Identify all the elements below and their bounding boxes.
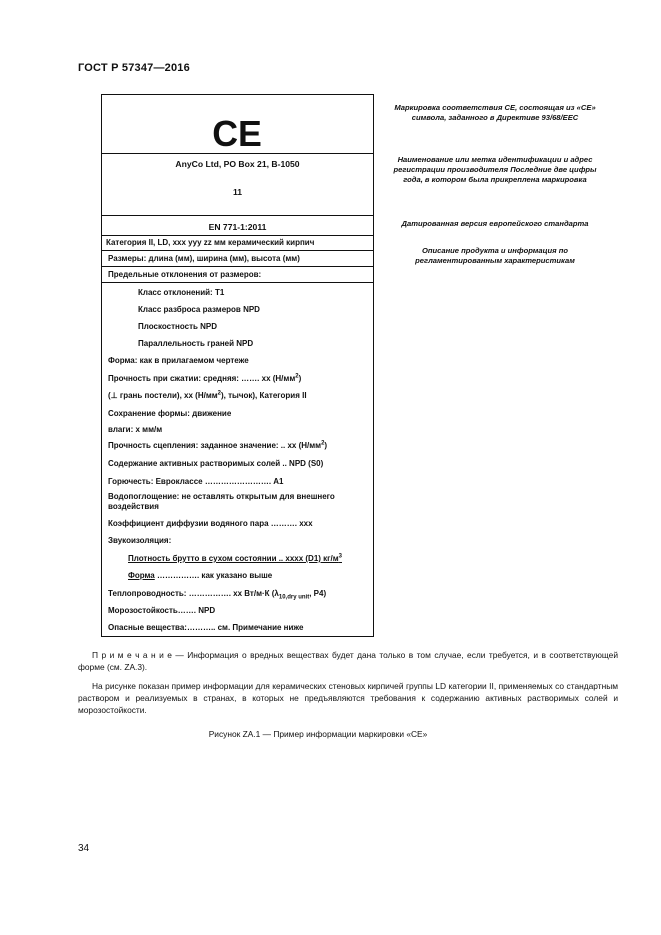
divider [102, 235, 373, 236]
divider [102, 250, 373, 251]
ce-mark-logo [102, 113, 373, 153]
standard-reference: EN 771-1:2011 [208, 222, 267, 232]
flatness: Плоскостность NPD [138, 322, 218, 331]
water-absorption: Водопоглощение: не оставлять открытым для внешнего воздействия [108, 492, 335, 511]
figure-caption: Рисунок ZA.1 — Пример информации маркировки «СЕ» [208, 729, 428, 739]
thermal-conductivity: Теплопроводность: ……………. xx Вт/м·К ($\lambda_{10,dry unit}$, P4) [108, 589, 327, 601]
dimension-tolerances: Предельные отклонения от размеров: [108, 270, 262, 279]
soluble-salts: Содержание активных растворимых солей .. NPD (S0) [108, 459, 324, 468]
compressive-strength-detail: (⊥ грань постели), xx $(Н/мм^2)$, тычок), Категория II [108, 390, 307, 400]
gross-dry-density: Плотность брутто в сухом состоянии .. xxxx (D1) $кг/м^3$ [128, 553, 342, 563]
size-range-class: Класс разброса размеров NPD [138, 305, 260, 314]
shape-note: Форма ……………. как указано выше [128, 571, 273, 580]
document-header: ГОСТ Р 57347—2016 [78, 62, 190, 74]
manufacturer-address: AnyCo Ltd, PO Box 21, B-1050 [175, 159, 300, 169]
moisture-movement: влаги: x мм/м [108, 425, 163, 434]
bond-strength: Прочность сцепления: заданное значение: .. xx $(Н/мм^2)$ [108, 440, 328, 450]
tolerance-class: Класс отклонений: Т1 [138, 288, 225, 297]
divider [102, 266, 373, 267]
shape-retention: Сохранение формы: движение [108, 409, 232, 418]
year-digits: 11 [232, 187, 243, 197]
divider [102, 282, 373, 283]
hazardous-substances: Опасные вещества:……….. см. Примечание ниже [108, 623, 304, 632]
annotation-standard-version: Датированная версия европейского стандарта [401, 219, 589, 228]
frost-resistance: Морозостойкость……. NPD [108, 606, 216, 615]
divider [102, 215, 373, 216]
annotation-product-description: Описание продукта и информация по регламентированным характеристикам [415, 246, 575, 266]
fire-reaction: Горючесть: Евроклассе ……………………. А1 [108, 477, 284, 486]
compressive-strength: Прочность при сжатии: средняя: ……. xx $(Н/мм^2)$ [108, 373, 302, 383]
ce-label-box [101, 94, 374, 637]
svg-text:CE: CE [212, 113, 262, 153]
annotation-manufacturer: Наименование или метка идентификации и адрес регистрации производителя Последние две цифры года, в котором была прикреплена маркировка [393, 155, 597, 185]
dimensions: Размеры: длина (мм), ширина (мм), высота (мм) [108, 254, 300, 263]
page-number: 34 [78, 843, 90, 854]
note-paragraph: П р и м е ч а н и е — Информация о вредных веществах будет дана только в том случае, если требуется, и в соответствующей форме (см. ZA.3). [78, 650, 618, 673]
annotation-ce-mark: Маркировка соответствия СЕ, состоящая из «СЕ» символа, заданного в Директиве 93/68/EEC [394, 103, 596, 123]
product-category: Категория II, LD, xxx yyy zz мм керамический кирпич [106, 238, 315, 247]
explanation-paragraph: На рисунке показан пример информации для керамических стеновых кирпичей группы LD категории II, применяемых со стандартным раствором и реализуемых в странах, в которых не предъявляются требования к содержанию активных растворимых солей и морозостойкости. [78, 681, 618, 716]
shape: Форма: как в прилагаемом чертеже [108, 356, 249, 365]
vapour-diffusion: Коэффициент диффузии водяного пара ………. xxx [108, 519, 313, 528]
parallelism: Параллельность граней NPD [138, 339, 254, 348]
sound-insulation: Звукоизоляция: [108, 536, 172, 545]
divider [102, 153, 373, 154]
